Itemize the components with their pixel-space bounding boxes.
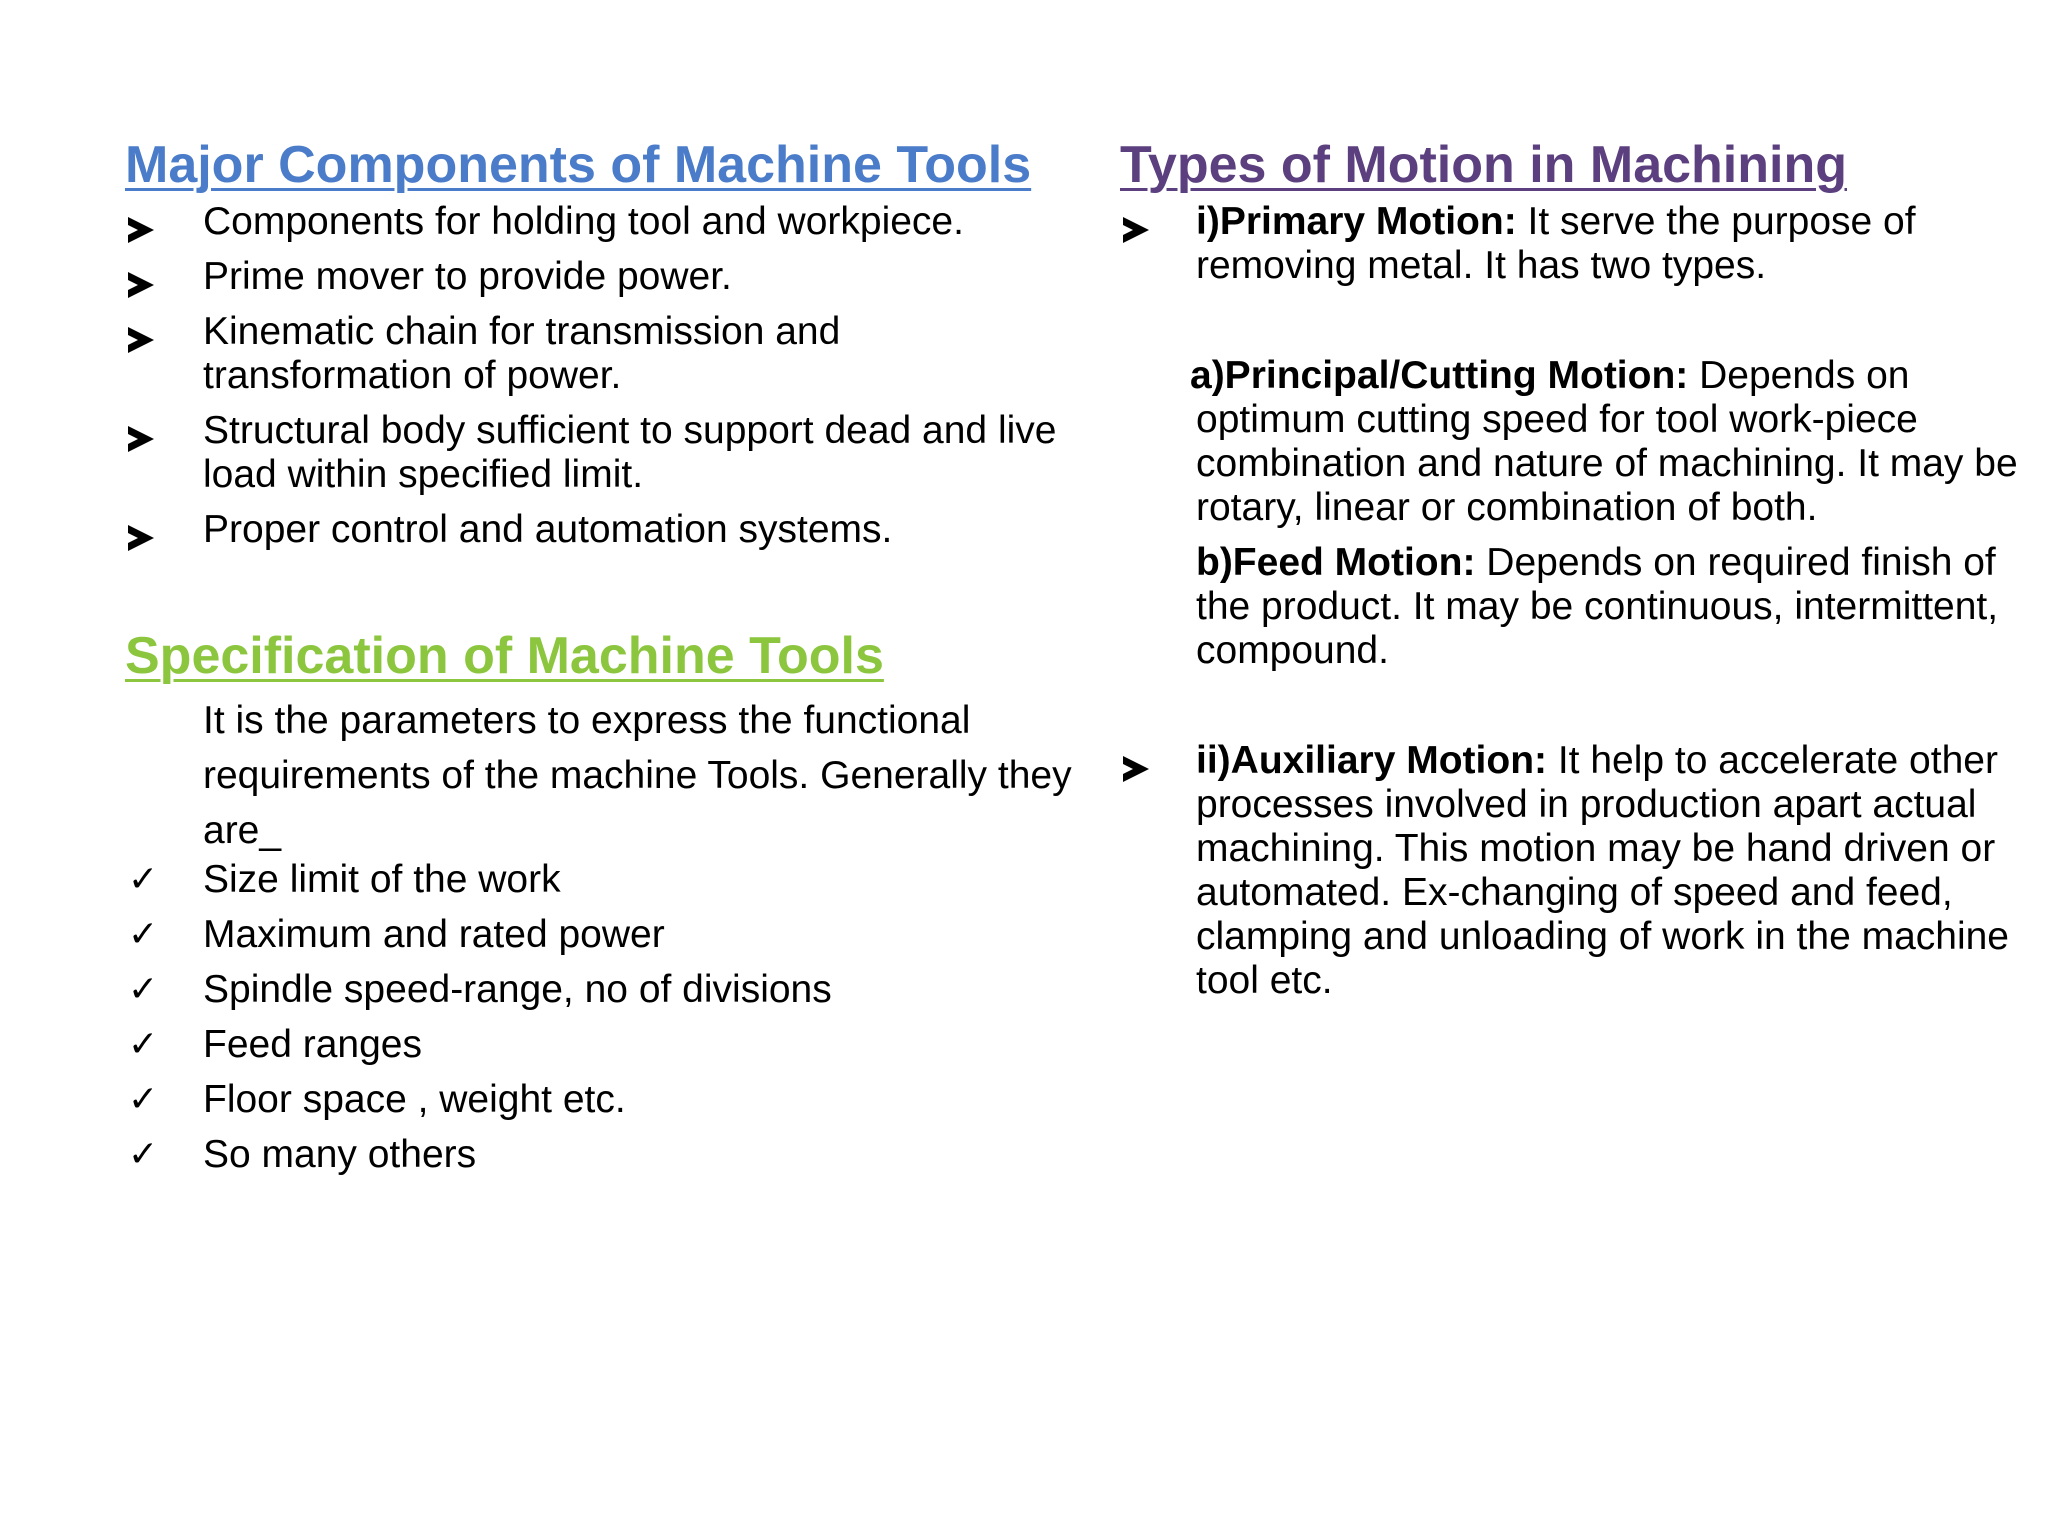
specification-intro: It is the parameters to express the functional requirements of the machine Tools. Generally they are_ [203,699,1072,852]
major-components-list [125,200,1085,552]
arrow-bullet-icon [128,200,168,244]
checkmark-icon: ✓ [128,1134,159,1175]
list-item-text: Kinematic chain for transmission and transformation of power. [203,310,841,397]
primary-motion-label: i)Primary Motion: [1196,200,1517,243]
checkmark-icon: ✓ [128,1079,159,1120]
checkmark-icon: ✓ [128,914,159,955]
auxiliary-motion-label: ii)Auxiliary Motion: [1196,739,1547,782]
auxiliary-motion-text: It help to accelerate other processes involved in production apart actual machining. This motion may be hand driven or automated. Ex-changing of speed and feed, clamping and unloading of work in the machine tool etc. [1196,739,2010,1002]
list-item-text: Spindle speed-range, no of divisions [203,968,832,1011]
list-item-text: Structural body sufficient to support dead and live load within specified limit. [203,409,1057,496]
principal-motion-text: Depends on optimum cutting speed for tool work-piece combination and nature of machining. It may be rotary, linear or combination of both. [1196,354,2018,529]
list-item [125,858,1085,902]
section-spacer [125,563,1085,621]
arrow-bullet-icon [128,508,168,552]
feed-motion-label: b)Feed Motion: [1196,541,1476,584]
list-item-text: Proper control and automation systems. [203,508,893,551]
list-item [125,409,1085,497]
list-item [125,1078,1085,1122]
primary-motion-text: It serve the purpose of removing metal. It has two types. [1196,200,1916,287]
major-components-heading: Major Components of Machine Tools [125,136,1032,194]
checkmark-icon: ✓ [128,1024,159,1065]
principal-motion-paragraph [1120,354,2020,530]
section-spacer [1120,288,2020,354]
list-item-text: Prime mover to provide power. [203,255,732,298]
section-spacer [1120,673,2020,739]
feed-motion-text: Depends on required finish of the product. It may be continuous, intermittent, compound. [1196,541,1999,672]
principal-motion-label: a)Principal/Cutting Motion: [1190,354,1689,397]
list-item [125,968,1085,1012]
checkmark-icon: ✓ [128,969,159,1010]
list-item [125,310,1085,398]
left-column [125,130,1085,1188]
list-item [125,255,1085,299]
arrow-bullet-icon [128,255,168,299]
checkmark-icon: ✓ [128,859,159,900]
list-item-text: Maximum and rated power [203,913,665,956]
arrow-bullet-icon [128,409,168,453]
list-item-text: Floor space , weight etc. [203,1078,626,1121]
arrow-bullet-icon [1123,739,1149,783]
list-item-text: Feed ranges [203,1023,422,1066]
auxiliary-motion-item [1120,739,2020,1003]
arrow-bullet-icon [1123,200,1149,244]
list-item [125,913,1085,957]
feed-motion-paragraph [1120,541,2020,673]
list-item-text: Size limit of the work [203,858,561,901]
list-item-text: So many others [203,1133,477,1176]
list-item-text: Components for holding tool and workpiece. [203,200,964,243]
specification-heading: Specification of Machine Tools [125,627,884,685]
list-item [125,508,1085,552]
right-column [1120,130,2020,1003]
section-spacer [1120,530,2020,541]
primary-motion-item [1120,200,2020,288]
list-item [125,1133,1085,1177]
specification-list [125,858,1085,1177]
list-item [125,200,1085,244]
list-item [125,1023,1085,1067]
types-of-motion-heading: Types of Motion in Machining [1120,136,1847,194]
arrow-bullet-icon [128,310,168,354]
